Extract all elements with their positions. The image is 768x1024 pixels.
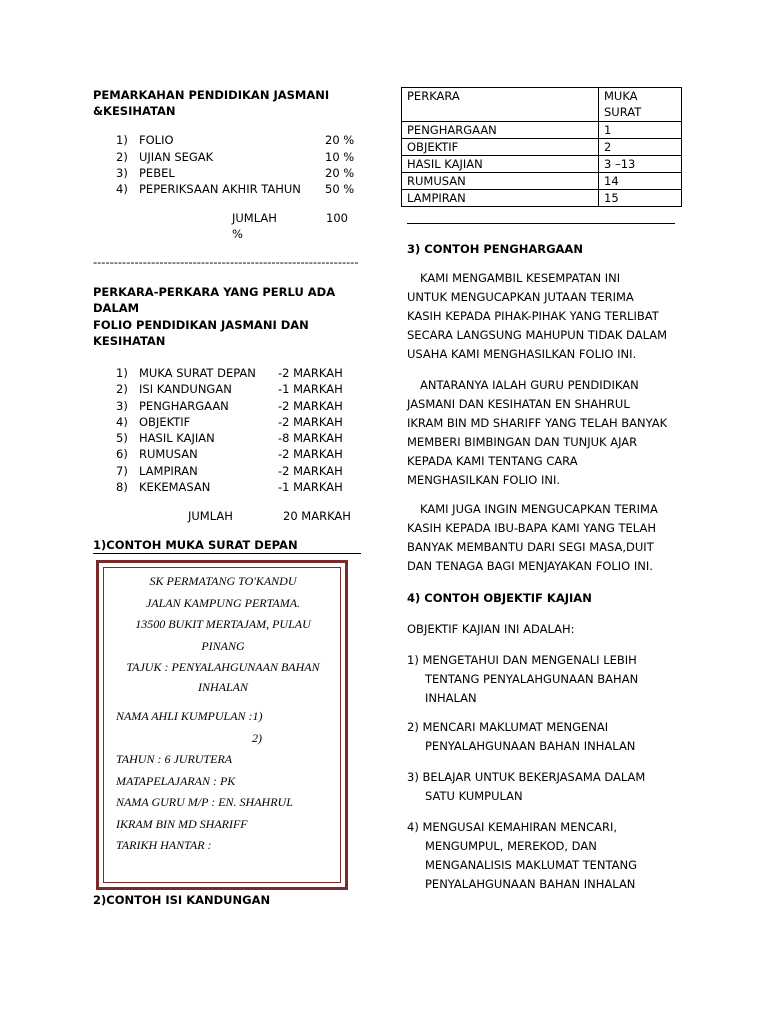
dashed-separator: ---------------------------------------------------------------- bbox=[93, 255, 359, 269]
table-row: PERKARA MUKA SURAT bbox=[402, 88, 682, 122]
list-item: 4) bbox=[116, 182, 128, 196]
objective-item: 1) MENGETAHUI DAN MENGENALI LEBIH TENTANG PENYALAHGUNAAN BAHAN INHALAN bbox=[407, 653, 639, 705]
list-item: 8) bbox=[116, 480, 128, 494]
section3-title: 3) CONTOH PENGHARGAAN bbox=[407, 242, 583, 256]
list-item: 1) bbox=[116, 133, 128, 147]
list-item: 1) bbox=[116, 366, 128, 380]
cover-date: TARIKH HANTAR : bbox=[116, 838, 212, 852]
items-total-label: JUMLAH bbox=[188, 509, 233, 523]
table-row: HASIL KAJIAN 3 –13 bbox=[402, 156, 682, 173]
items-total-value: 20 MARKAH bbox=[283, 509, 351, 523]
list-item: 7) bbox=[116, 464, 128, 478]
marks-total-label: JUMLAH % bbox=[232, 211, 277, 242]
list-item: 2) bbox=[116, 150, 128, 164]
acknowledgement-paragraph-3: KAMI JUGA INGIN MENGUCAPKAN TERIMA KASIH KEPADA IBU-BAPA KAMI YANG TELAH BANYAK MEMBANTU DARI SEGI MASA,DUIT DAN TENAGA BAGI MENJAYAKAN FOLIO INI. bbox=[407, 502, 658, 573]
right-rule bbox=[407, 223, 675, 224]
objective-intro: OBJEKTIF KAJIAN INI ADALAH: bbox=[407, 622, 575, 636]
section2-title: 2)CONTOH ISI KANDUNGAN bbox=[93, 893, 271, 907]
cover-members: NAMA AHLI KUMPULAN :1) bbox=[116, 709, 263, 723]
table-row: LAMPIRAN 15 bbox=[402, 190, 682, 207]
marking-heading: PEMARKAHAN PENDIDIKAN JASMANI &KESIHATAN bbox=[93, 88, 330, 119]
objective-item: 4) MENGUSAI KEMAHIRAN MENCARI, MENGUMPUL, MEREKOD, DAN MENGANALISIS MAKLUMAT TENTANG PENYALAHGUNAAN BAHAN INHALAN bbox=[407, 820, 638, 891]
table-row: OBJEKTIF 2 bbox=[402, 139, 682, 156]
section4-title: 4) CONTOH OBJEKTIF KAJIAN bbox=[407, 591, 592, 605]
cover-school: SK PERMATANG TO'KANDU JALAN KAMPUNG PERTAMA. 13500 BUKIT MERTAJAM, PULAU PINANG bbox=[135, 574, 311, 653]
list-item: 3) bbox=[116, 166, 128, 180]
section1-title: 1)CONTOH MUKA SURAT DEPAN bbox=[93, 538, 298, 552]
cover-teacher: NAMA GURU M/P : EN. SHAHRUL bbox=[116, 795, 293, 809]
table-row: RUMUSAN 14 bbox=[402, 173, 682, 190]
contents-table bbox=[401, 87, 682, 207]
required-items-heading: PERKARA-PERKARA YANG PERLU ADA DALAM FOLIO PENDIDIKAN JASMANI DAN KESIHATAN bbox=[93, 285, 336, 349]
list-item: 4) bbox=[116, 415, 128, 429]
section1-rule bbox=[93, 553, 361, 554]
cover-title: TAJUK : PENYALAHGUNAAN BAHAN INHALAN bbox=[126, 660, 320, 694]
table-row: PENGHARGAAN 1 bbox=[402, 122, 682, 139]
marks-total-value: 100 bbox=[326, 211, 348, 225]
list-item: 5) bbox=[116, 431, 128, 445]
objective-item: 2) MENCARI MAKLUMAT MENGENAI PENYALAHGUNAAN BAHAN INHALAN bbox=[407, 720, 636, 753]
cover-subject: MATAPELAJARAN : PK bbox=[116, 773, 236, 788]
list-item: 6) bbox=[116, 447, 128, 461]
list-item: 2) bbox=[116, 382, 128, 396]
acknowledgement-paragraph-2: ANTARANYA IALAH GURU PENDIDIKAN JASMANI DAN KESIHATAN EN SHAHRUL IKRAM BIN MD SHARIFF YANG TELAH BANYAK MEMBERI BIMBINGAN DAN TUNJUK AJAR KEPADA KAMI TENTANG CARA MENGHASILKAN FOLIO INI. bbox=[407, 378, 668, 487]
cover-details: NAMA AHLI KUMPULAN :1) 2) TAHUN : 6 JURUTERA MATAPELAJARAN : PK NAMA GURU M/P : EN. SHAHRUL IKRAM BIN MD SHARIFF TARIKH HANTAR : bbox=[116, 706, 293, 857]
list-item: 3) bbox=[116, 399, 128, 413]
cover-year: TAHUN : 6 JURUTERA bbox=[116, 752, 233, 766]
objective-item: 3) BELAJAR UNTUK BEKERJASAMA DALAM SATU KUMPULAN bbox=[407, 770, 646, 803]
acknowledgement-paragraph-1: KAMI MENGAMBIL KESEMPATAN INI UNTUK MENGUCAPKAN JUTAAN TERIMA KASIH KEPADA PIHAK-PIHAK YANG TERLIBAT SECARA LANGSUNG MAHUPUN TIDAK DALAM USAHA KAMI MENGHASILKAN FOLIO INI. bbox=[407, 271, 668, 361]
